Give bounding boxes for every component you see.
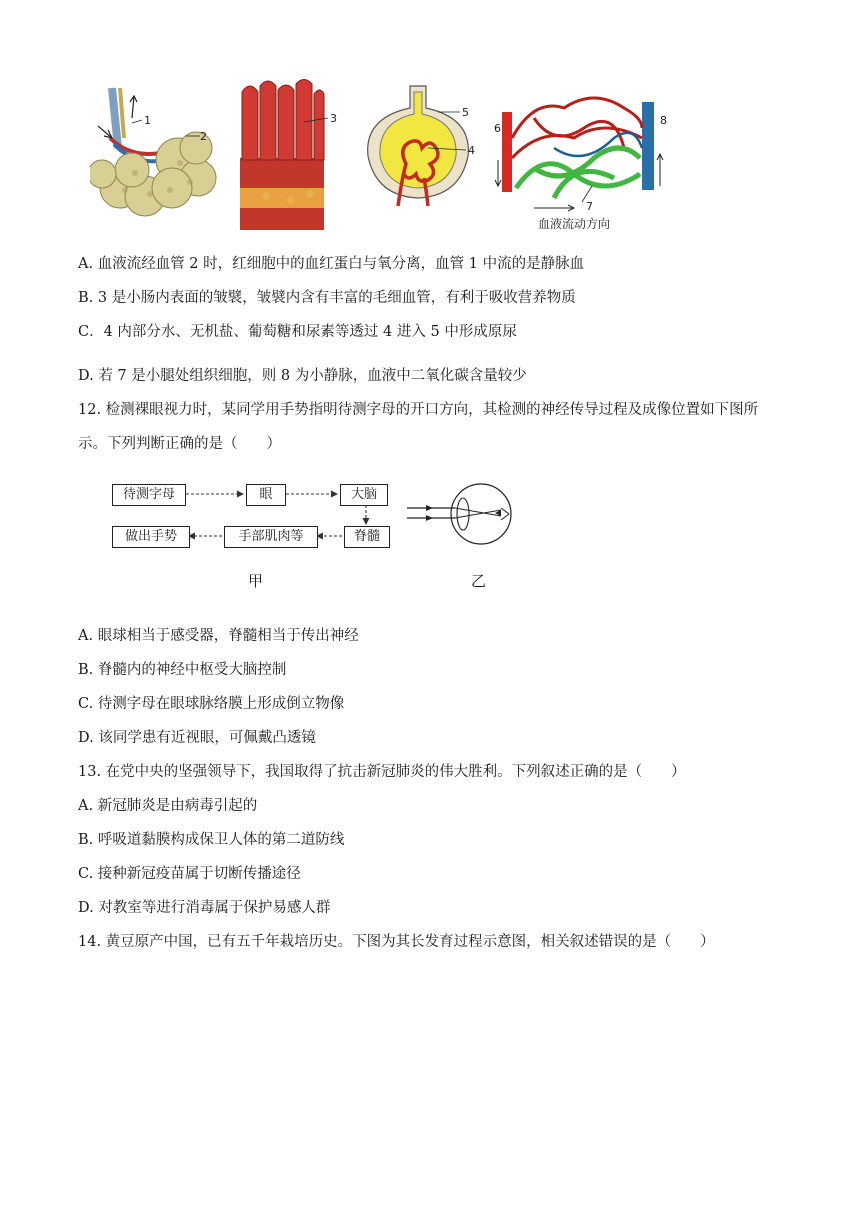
caption-jia: 甲 (248, 572, 264, 590)
q13-option-d: D. 对教室等进行消毒属于保护易感人群 (78, 900, 331, 916)
q13-option-b: B. 呼吸道黏膜构成保卫人体的第二道防线 (78, 832, 345, 848)
label-4: 4 (468, 144, 475, 157)
label-2: 2 (200, 130, 207, 143)
box-brain: 大脑 (340, 484, 388, 506)
q11-option-a: A. 血液流经血管 2 时，红细胞中的血红蛋白与氧分离，血管 1 中流的是静脉血 (78, 256, 585, 272)
label-6: 6 (494, 122, 501, 135)
capillary-network-illustration (494, 78, 669, 236)
box-eye: 眼 (246, 484, 286, 506)
q12-option-a: A. 眼球相当于感受器，脊髓相当于传出神经 (78, 628, 359, 644)
caption-yi: 乙 (471, 572, 487, 590)
q11-option-c: C．4 内部分水、无机盐、葡萄糖和尿素等透过 4 进入 5 中形成原尿 (78, 324, 517, 340)
glomerulus-illustration (358, 78, 488, 208)
alveoli-illustration (90, 78, 220, 228)
eye-diagram (405, 480, 525, 560)
q12-stem-line1: 12. 检测裸眼视力时，某同学用手势指明待测字母的开口方向，其检测的神经传导过程及成像位置如下图所 (78, 402, 759, 418)
q13-option-a: A. 新冠肺炎是由病毒引起的 (78, 798, 258, 814)
villi-illustration (236, 78, 346, 233)
q12-option-d: D. 该同学患有近视眼，可佩戴凸透镜 (78, 730, 316, 746)
q12-option-b: B. 脊髓内的神经中枢受大脑控制 (78, 662, 287, 678)
label-5: 5 (462, 106, 469, 119)
box-gesture: 做出手势 (112, 526, 190, 548)
q14-stem: 14. 黄豆原产中国，已有五千年栽培历史。下图为其长发育过程示意图，相关叙述错误的是（ ） (78, 934, 715, 950)
q12-option-c: C. 待测字母在眼球脉络膜上形成倒立物像 (78, 696, 345, 712)
box-spinal-cord: 脊髓 (344, 526, 390, 548)
q13-option-c: C. 接种新冠疫苗属于切断传播途径 (78, 866, 301, 882)
blood-flow-caption: 血液流动方向 (538, 217, 611, 231)
q11-figure (90, 78, 690, 238)
q13-stem: 13. 在党中央的坚强领导下，我国取得了抗击新冠肺炎的伟大胜利。下列叙述正确的是（ ） (78, 764, 686, 780)
box-test-letter: 待测字母 (112, 484, 186, 506)
label-7: 7 (586, 200, 593, 213)
box-hand-muscles: 手部肌肉等 (224, 526, 318, 548)
q11-option-b: B. 3 是小肠内表面的皱襞，皱襞内含有丰富的毛细血管，有利于吸收营养物质 (78, 290, 576, 306)
label-3: 3 (330, 112, 337, 125)
q11-option-d: D. 若 7 是小腿处组织细胞，则 8 为小静脉，血液中二氧化碳含量较少 (78, 368, 527, 384)
q12-stem-line2: 示。下列判断正确的是（ ） (78, 436, 281, 452)
label-8: 8 (660, 114, 667, 127)
label-1: 1 (144, 114, 151, 127)
